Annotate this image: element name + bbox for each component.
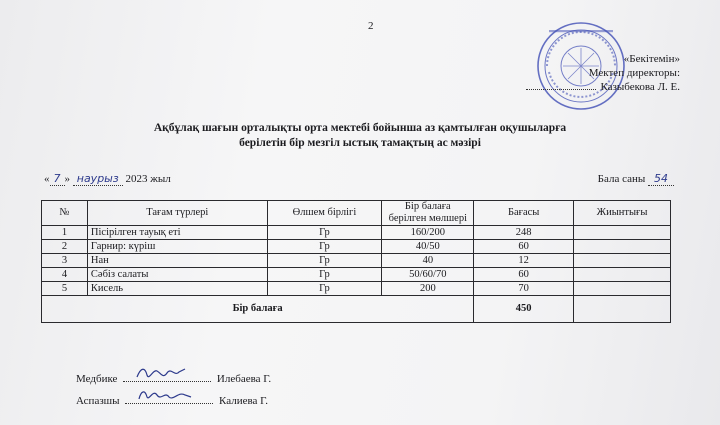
- row-portion: 50/60/70: [382, 268, 474, 282]
- summary-total: [574, 296, 671, 323]
- row-dish: Кисель: [87, 282, 267, 296]
- date-month: наурыз: [76, 172, 119, 185]
- row-price: 60: [474, 240, 574, 254]
- row-dish: Сәбіз салаты: [87, 268, 267, 282]
- row-unit: Гр: [267, 240, 382, 254]
- summary-price: 450: [474, 296, 574, 323]
- row-number: 5: [42, 282, 88, 296]
- header-portion: Бір балаға берілген мөлшері: [382, 201, 474, 226]
- title-line-1: Ақбұлақ шағын орталықты орта мектебі бойынша аз қамтылған оқушыларға: [153, 122, 567, 134]
- row-number: 4: [42, 268, 88, 282]
- cook-signature-line: [76, 393, 268, 407]
- row-total: [574, 254, 671, 268]
- date-year: 2023 жыл: [125, 173, 171, 185]
- cook-signature-icon: [135, 385, 195, 405]
- row-portion: 200: [382, 282, 474, 296]
- table-row: [42, 240, 671, 254]
- nurse-role: Медбике: [76, 373, 118, 385]
- row-price: 248: [474, 226, 574, 240]
- summary-label: Бір балаға: [42, 296, 474, 323]
- summary-row: [42, 296, 671, 323]
- row-price: 60: [474, 268, 574, 282]
- row-total: [574, 268, 671, 282]
- row-total: [574, 240, 671, 254]
- cook-name: Калиева Г.: [219, 395, 269, 407]
- row-total: [574, 226, 671, 240]
- row-price: 70: [474, 282, 574, 296]
- row-number: 1: [42, 226, 88, 240]
- header-dish: Тағам түрлері: [87, 201, 267, 226]
- header-unit: Өлшем бірлігі: [267, 201, 382, 226]
- table-header-row: [42, 201, 671, 226]
- row-dish: Гарнир: күріш: [87, 240, 267, 254]
- date-day: 7: [53, 172, 61, 185]
- row-unit: Гр: [267, 268, 382, 282]
- row-unit: Гр: [267, 254, 382, 268]
- children-count-label: Бала саны: [597, 173, 646, 185]
- nurse-signature-icon: [133, 363, 193, 383]
- header-price: Бағасы: [474, 201, 574, 226]
- row-number: 2: [42, 240, 88, 254]
- nurse-signature-line: [76, 371, 271, 385]
- children-count-value: 54: [648, 172, 674, 186]
- children-count-line: [598, 172, 674, 185]
- row-unit: Гр: [267, 226, 382, 240]
- table-row: [42, 254, 671, 268]
- row-portion: 40/50: [382, 240, 474, 254]
- date-open-quote: «: [44, 173, 50, 185]
- date-close-quote: »: [64, 173, 70, 185]
- approval-signature-line: [526, 80, 680, 94]
- row-unit: Гр: [267, 282, 382, 296]
- table-row: [42, 282, 671, 296]
- nurse-signature: [123, 371, 211, 382]
- date-line: [44, 172, 171, 186]
- row-total: [574, 282, 671, 296]
- row-portion: 160/200: [382, 226, 474, 240]
- nurse-name: Илебаева Г.: [216, 373, 272, 385]
- row-dish: Пісірілген тауық еті: [87, 226, 267, 240]
- header-number: №: [42, 201, 88, 226]
- cook-role: Аспазшы: [76, 395, 120, 407]
- table-row: [42, 226, 671, 240]
- approval-signature-blank: [526, 89, 596, 90]
- director-name: Казыбекова Л. Е.: [600, 81, 680, 93]
- title-line-2: берілетін бір мезгіл ыстық тамақтың ас мәзірі: [239, 137, 481, 149]
- page-number: 2: [368, 20, 374, 32]
- approval-heading: «Бекітемін»: [623, 53, 680, 65]
- menu-table: [41, 200, 671, 323]
- table-row: [42, 268, 671, 282]
- approval-block: [526, 52, 680, 94]
- row-portion: 40: [382, 254, 474, 268]
- row-dish: Нан: [87, 254, 267, 268]
- row-number: 3: [42, 254, 88, 268]
- header-total: Жиынтығы: [574, 201, 671, 226]
- cook-signature: [125, 393, 213, 404]
- approval-position: Мектеп директоры:: [588, 67, 680, 79]
- document-title: [0, 121, 720, 151]
- row-price: 12: [474, 254, 574, 268]
